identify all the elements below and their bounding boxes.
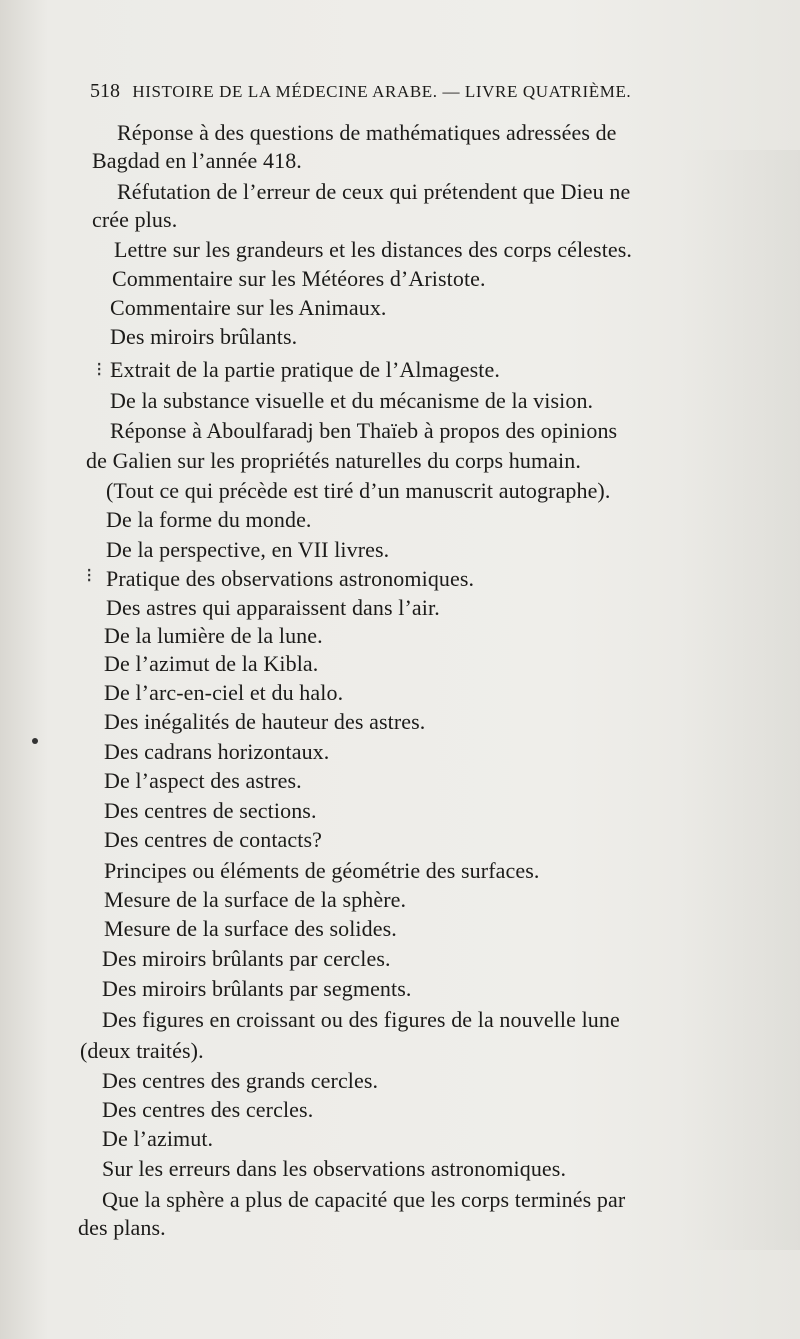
text-line: Des figures en croissant ou des figures de la nouvelle lune xyxy=(102,1007,620,1032)
running-title: HISTOIRE DE LA MÉDECINE ARABE. — LIVRE QUATRIÈME. xyxy=(132,82,632,101)
text-line: Réponse à Aboulfaradj ben Thaïeb à propos des opinions xyxy=(110,418,618,443)
text-line: Des centres de contacts? xyxy=(104,827,323,852)
text-line: Principes ou éléments de géométrie des surfaces. xyxy=(104,858,540,883)
text-line: Commentaire sur les Météores d’Aristote. xyxy=(112,266,486,291)
text-line: Mesure de la surface des solides. xyxy=(104,916,397,941)
text-line: Que la sphère a plus de capacité que les corps terminés par xyxy=(102,1187,626,1212)
text-line: De la forme du monde. xyxy=(106,507,312,532)
margin-mark: ⁝ xyxy=(86,565,93,587)
text-line: (Tout ce qui précède est tiré d’un manuscrit autographe). xyxy=(106,478,611,503)
text-line: Des cadrans horizontaux. xyxy=(104,739,330,764)
text-line: Extrait de la partie pratique de l’Almageste. xyxy=(110,357,500,382)
text-line: De la lumière de la lune. xyxy=(104,623,323,648)
running-header xyxy=(90,80,680,103)
text-line: de Galien sur les propriétés naturelles du corps humain. xyxy=(86,448,581,473)
text-line: des plans. xyxy=(78,1215,166,1240)
margin-mark: ⁝ xyxy=(96,359,103,381)
text-line: Des inégalités de hauteur des astres. xyxy=(104,709,426,734)
page-number: 518 xyxy=(90,80,120,102)
text-line: De l’arc-en-ciel et du halo. xyxy=(104,680,344,705)
text-line: Pratique des observations astronomiques. xyxy=(106,566,475,591)
text-line: Des miroirs brûlants. xyxy=(110,324,298,349)
text-line: Mesure de la surface de la sphère. xyxy=(104,887,407,912)
text-line: crée plus. xyxy=(92,207,178,232)
text-line: Des astres qui apparaissent dans l’air. xyxy=(106,595,440,620)
text-line: De la perspective, en VII livres. xyxy=(106,537,390,562)
show-through-shading xyxy=(680,150,800,1250)
text-line: Commentaire sur les Animaux. xyxy=(110,295,387,320)
text-line: Réponse à des questions de mathématiques adressées de xyxy=(117,120,617,145)
text-line: Sur les erreurs dans les observations astronomiques. xyxy=(102,1156,567,1181)
text-line: (deux traités). xyxy=(80,1038,204,1063)
text-line: De l’azimut. xyxy=(102,1126,214,1151)
text-line: Lettre sur les grandeurs et les distances des corps célestes. xyxy=(114,237,633,262)
text-line: Réfutation de l’erreur de ceux qui prétendent que Dieu ne xyxy=(117,179,631,204)
text-line: Des centres de sections. xyxy=(104,798,317,823)
text-line: Des centres des grands cercles. xyxy=(102,1068,379,1093)
text-line: De l’azimut de la Kibla. xyxy=(104,651,319,676)
text-line: De l’aspect des astres. xyxy=(104,768,302,793)
ink-spot xyxy=(32,738,38,744)
text-line: De la substance visuelle et du mécanisme de la vision. xyxy=(110,388,594,413)
text-line: Des centres des cercles. xyxy=(102,1097,314,1122)
text-line: Bagdad en l’année 418. xyxy=(92,148,302,173)
text-line: Des miroirs brûlants par cercles. xyxy=(102,946,391,971)
text-line: Des miroirs brûlants par segments. xyxy=(102,976,412,1001)
